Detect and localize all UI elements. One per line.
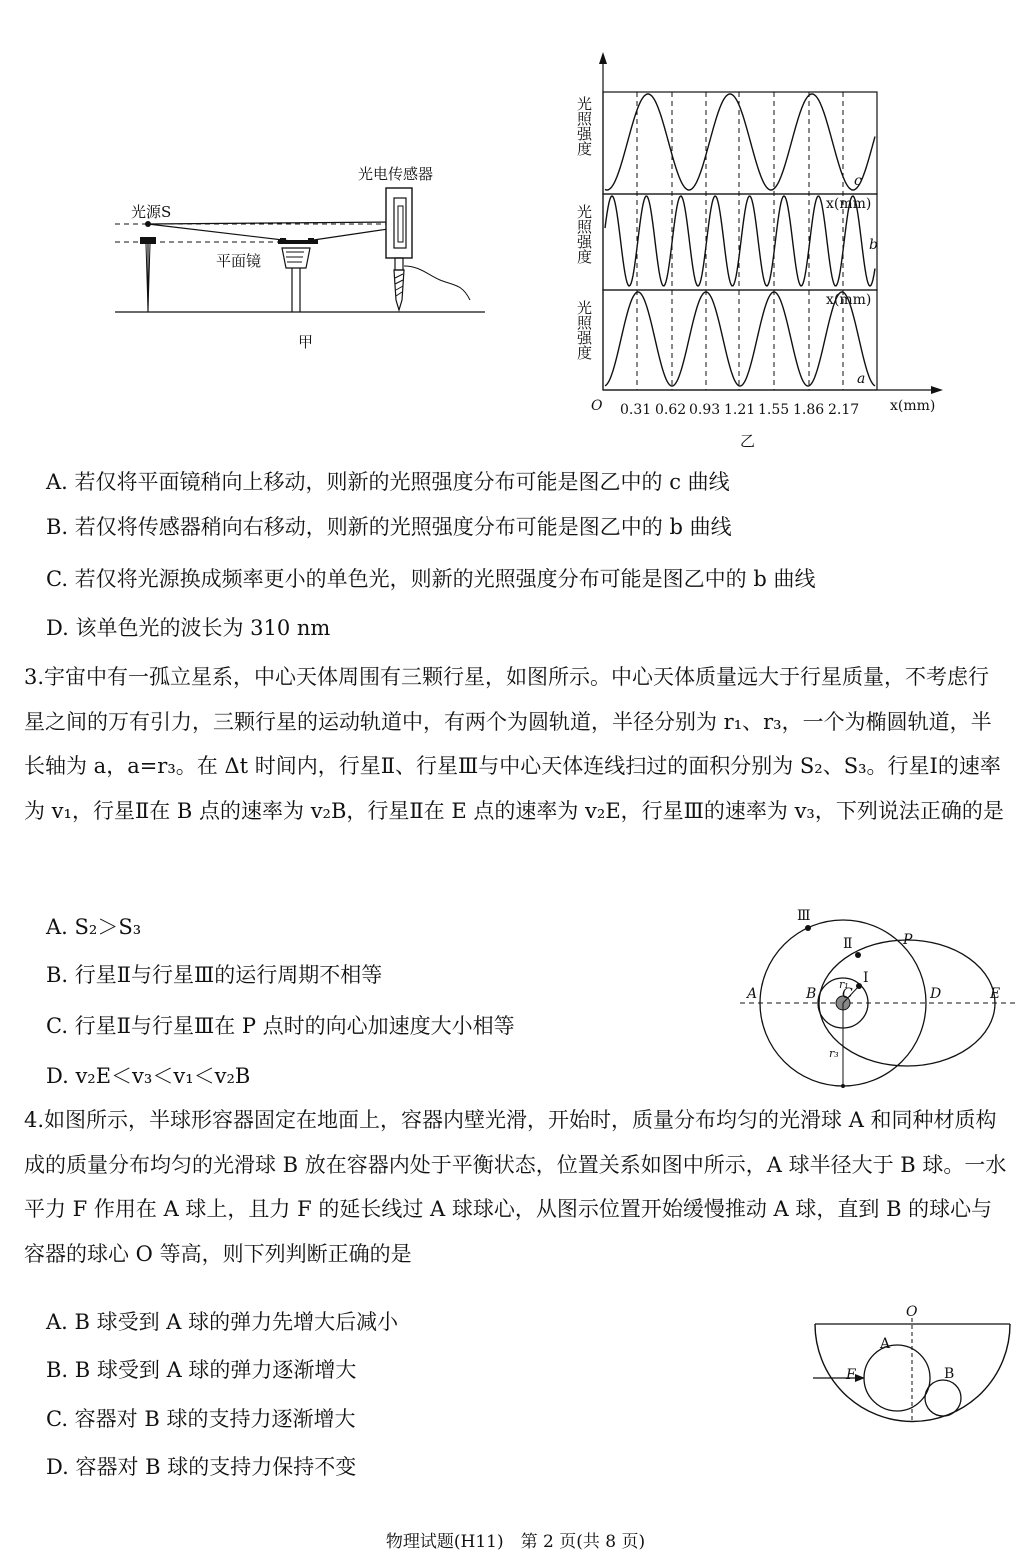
q4-option-d: D. 容器对 B 球的支持力保持不变 <box>46 1455 357 1479</box>
unit-label-top: x(mm) <box>826 196 872 212</box>
ylabel-top: 光照强度 <box>575 96 593 156</box>
force-label-F: F <box>846 1367 856 1383</box>
q2-option-a: A. 若仅将平面镜稍向上移动，则新的光照强度分布可能是图乙中的 c 曲线 <box>46 470 730 494</box>
ylabel-mid: 光照强度 <box>575 204 593 264</box>
caption-jia: 甲 <box>298 333 314 351</box>
xtick-1: 0.31 <box>620 402 652 418</box>
figure-jia <box>110 160 500 360</box>
label-plane-mirror: 平面镜 <box>216 252 262 270</box>
xtick-5: 1.55 <box>758 402 790 418</box>
point-label-P: P <box>903 932 913 948</box>
orbit-label-II: Ⅱ <box>843 936 853 952</box>
q3-stem-text: 宇宙中有一孤立星系，中心天体周围有三颗行星，如图所示。中心天体质量远大于行星质量，不考虑行星之间的万有引力，三颗行星的运动轨道中，有两个为圆轨道，半径分别为 r₁、r₃，一个为椭圆轨道，半长轴为 a，a=r₃。在 Δt 时间内，行星Ⅱ、行星Ⅲ与中心天体连线扫过的面积分别为 S₂、S₃。行星Ⅰ的速率为 v₁，行星Ⅱ在 B 点的速率为 v₂B，行星Ⅱ在 E 点的速率为 v₂E，行星Ⅲ的速率为 v₃，下列说法正确的是 <box>24 665 1004 823</box>
q4-stem-text: 如图所示，半球形容器固定在地面上，容器内壁光滑，开始时，质量分布均匀的光滑球 A 和同种材质构成的质量分布均匀的光滑球 B 放在容器内处于平衡状态，位置关系如图中所示，A 球半径大于 B 球。一水平力 F 作用在 A 球上，且力 F 的延长线过 A 球球心，从图示位置开始缓慢推动 A 球，直到 B 的球心与容器的球心 O 等高，则下列判断正确的是 <box>24 1108 1007 1266</box>
curve-label-a: a <box>857 371 866 387</box>
q4-option-a: A. B 球受到 A 球的弹力先增大后减小 <box>46 1310 399 1334</box>
xtick-6: 1.86 <box>793 402 825 418</box>
radius-label-r3: r₃ <box>829 1047 839 1060</box>
xtick-4: 1.21 <box>724 402 756 418</box>
figure-yi <box>560 50 960 450</box>
point-label-A: A <box>747 986 758 1002</box>
q4-option-c: C. 容器对 B 球的支持力逐渐增大 <box>46 1407 356 1431</box>
ylabel-bottom: 光照强度 <box>575 300 593 360</box>
q2-option-b: B. 若仅将传感器稍向右移动，则新的光照强度分布可能是图乙中的 b 曲线 <box>46 515 732 539</box>
point-label-E: E <box>990 986 1001 1002</box>
q3-number: 3. <box>24 665 45 689</box>
curve-label-c: c <box>854 173 862 189</box>
q4-stem <box>24 1098 1009 1276</box>
ball-label-B: B <box>944 1366 955 1382</box>
q3-stem <box>24 655 1009 833</box>
origin-label: O <box>591 398 603 414</box>
caption-yi: 乙 <box>740 432 756 450</box>
hemisphere-center-O: O <box>906 1304 918 1320</box>
xtick-7: 2.17 <box>828 402 860 418</box>
label-photo-sensor: 光电传感器 <box>358 165 434 183</box>
xtick-3: 0.93 <box>689 402 721 418</box>
unit-label-mid: x(mm) <box>826 292 872 308</box>
q3-option-a: A. S₂＞S₃ <box>46 915 142 939</box>
q2-option-d: D. 该单色光的波长为 310 nm <box>46 616 331 640</box>
figure-orbits <box>735 900 1020 1095</box>
page-footer: 物理试题(H11) 第 2 页(共 8 页) <box>385 1532 646 1552</box>
curve-label-b: b <box>869 237 878 253</box>
point-label-D: D <box>930 986 942 1002</box>
q3-option-d: D. v₂E＜v₃＜v₁＜v₂B <box>46 1064 251 1088</box>
orbit-label-III: Ⅲ <box>797 908 811 924</box>
label-light-source: 光源S <box>131 203 172 221</box>
q4-option-b: B. B 球受到 A 球的弹力逐渐增大 <box>46 1358 357 1382</box>
ball-label-A: A <box>880 1336 891 1352</box>
xaxis-unit: x(mm) <box>890 398 936 414</box>
xtick-2: 0.62 <box>655 402 687 418</box>
q4-number: 4. <box>24 1108 45 1132</box>
q2-option-c: C. 若仅将光源换成频率更小的单色光，则新的光照强度分布可能是图乙中的 b 曲线 <box>46 567 816 591</box>
q3-option-c: C. 行星Ⅱ与行星Ⅲ在 P 点时的向心加速度大小相等 <box>46 1014 515 1038</box>
curve-c <box>605 94 875 190</box>
q3-option-b: B. 行星Ⅱ与行星Ⅲ的运行周期不相等 <box>46 963 383 987</box>
radius-label-r1: r₁ <box>839 978 849 991</box>
orbit-label-I: Ⅰ <box>863 970 869 986</box>
point-label-B: B <box>806 986 817 1002</box>
point-label-C: C <box>842 986 853 1002</box>
